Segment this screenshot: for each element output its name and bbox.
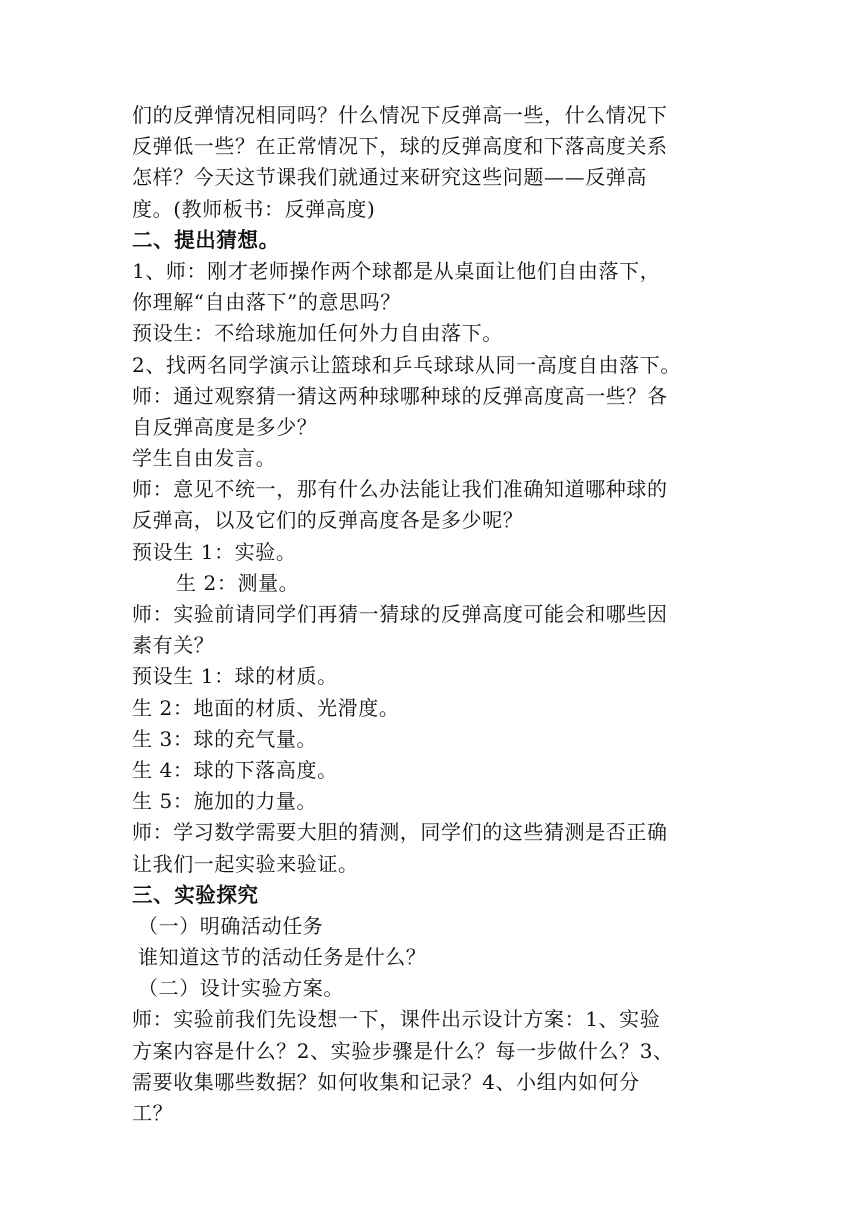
text-line: 让我们一起实验来验证。 xyxy=(132,851,359,876)
section-heading: 三、实验探究 xyxy=(132,882,259,907)
text-line: 谁知道这节的活动任务是什么？ xyxy=(138,945,427,970)
section-heading: 二、提出猜想。 xyxy=(132,227,280,252)
text-line: 方案内容是什么？2、实验步骤是什么？每一步做什么？3、 xyxy=(132,1038,674,1063)
text-line: 需要收集哪些数据？如何收集和记录？4、小组内如何分 xyxy=(132,1069,640,1094)
text-line: 怎样？今天这节课我们就通过来研究这些问题——反弹高 xyxy=(132,165,647,190)
text-line: 生 2：测量。 xyxy=(176,570,300,595)
document-body xyxy=(132,100,742,1129)
text-line: 师：实验前请同学们再猜一猜球的反弹高度可能会和哪些因 xyxy=(132,602,668,626)
text-line: 你理解“自由落下”的意思吗？ xyxy=(132,290,401,315)
text-line: 师：学习数学需要大胆的猜测，同学们的这些猜测是否正确 xyxy=(132,820,668,845)
text-line: 素有关？ xyxy=(132,633,215,658)
text-line: 1、师：刚才老师操作两个球都是从桌面让他们自由落下， xyxy=(132,258,661,283)
text-line: 预设生：不给球施加任何外力自由落下。 xyxy=(132,321,503,346)
text-line: 生 5：施加的力量。 xyxy=(132,789,318,814)
text-line: 师：意见不统一，那有什么办法能让我们准确知道哪种球的 xyxy=(132,477,668,502)
text-line: 预设生 1：球的材质。 xyxy=(132,664,338,689)
text-line: 2、找两名同学演示让篮球和乒乓球球从同一高度自由落下。 xyxy=(132,352,681,377)
text-line: 预设生 1：实验。 xyxy=(132,539,297,564)
text-line: 师：实验前我们先设想一下，课件出示设计方案：1、实验 xyxy=(132,1007,661,1032)
text-line: 师：通过观察猜一猜这两种球哪种球的反弹高度高一些？各 xyxy=(132,383,668,408)
subsection-heading: （一）明确活动任务 xyxy=(138,913,324,938)
text-line: 反弹高，以及它们的反弹高度各是多少呢？ xyxy=(132,508,524,533)
subsection-heading: （二）设计实验方案。 xyxy=(138,976,344,1001)
text-line: 们的反弹情况相同吗？什么情况下反弹高一些，什么情况下 xyxy=(132,103,668,127)
text-line: 生 2：地面的材质、光滑度。 xyxy=(132,695,400,720)
text-line: 自反弹高度是多少？ xyxy=(132,414,318,439)
text-line: 度。(教师板书：反弹高度) xyxy=(132,196,376,221)
text-line: 生 3：球的充气量。 xyxy=(132,726,318,751)
text-line: 学生自由发言。 xyxy=(132,446,277,471)
text-line: 生 4：球的下落高度。 xyxy=(132,757,338,782)
text-line: 反弹低一些？在正常情况下，球的反弹高度和下落高度关系 xyxy=(132,134,668,159)
text-line: 工？ xyxy=(132,1101,174,1125)
